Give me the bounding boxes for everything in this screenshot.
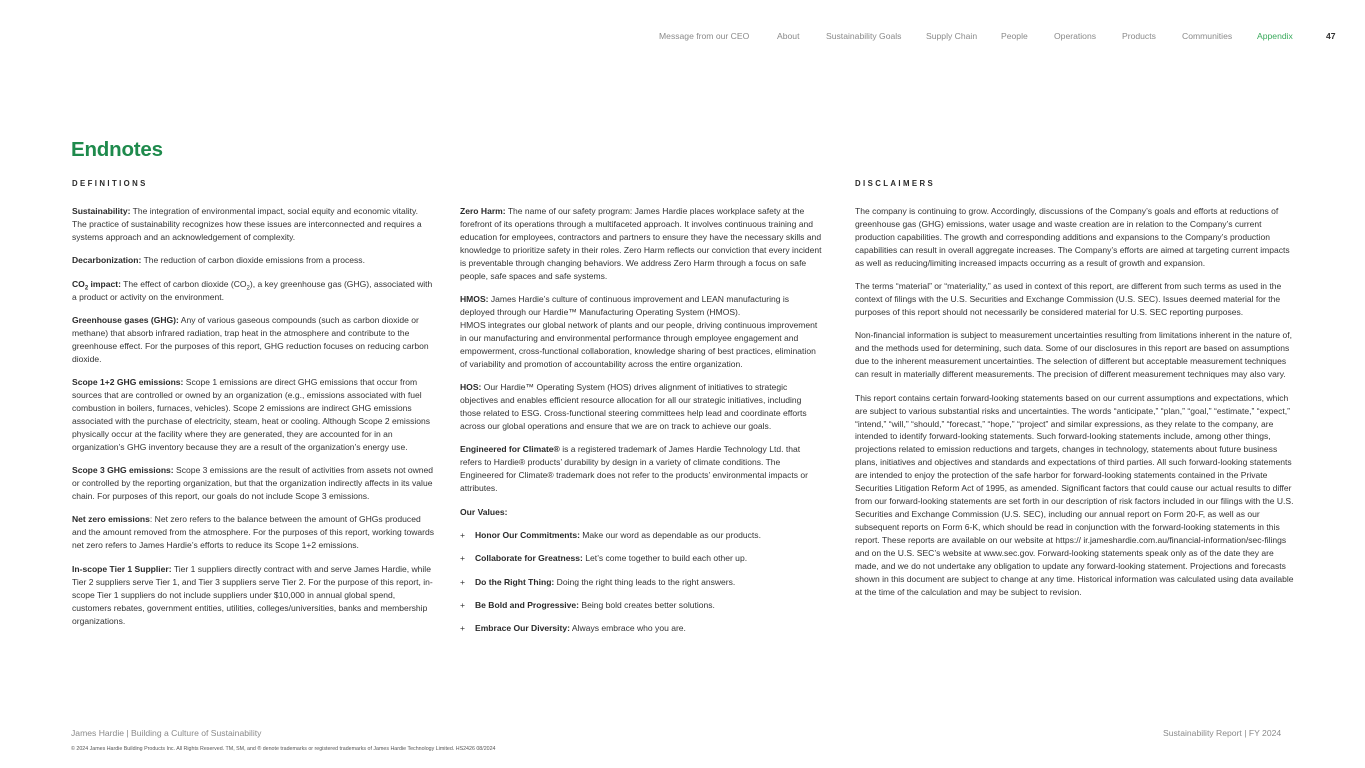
values-list [460,529,822,635]
our-values-heading: Our Values: [460,506,508,517]
list-item: + Do the Right Thing: Doing the right thing leads to the right answers. [460,576,736,587]
definition-hos: HOS: Our Hardie™ Operating System (HOS) drives alignment of initiatives to strategic objectives and enables efficient resource allocation for all our strategic initiatives, including those related to ESG. Cross-functional steering committees help lead and coordinate efforts across our global operations and ensure that we are on track to achieve our goals. [460,382,807,432]
list-item: + Honor Our Commitments: Make our word as dependable as our products. [460,529,761,540]
definition-zero-harm: Zero Harm: The name of our safety program: James Hardie places workplace safety at the forefront of its operations through a multifaceted approach. It involves continuous training and education for employees, contractors and partners to ensure they have the necessary skills and knowledge to prioritize safety in their roles. Zero Harm reflects our conviction that every incident is preventable through changing behaviors. We address Zero Harm through a focus on safe people, safe spaces and safe systems. [460,206,822,281]
disclaimers-column [855,205,1295,609]
list-item: + Be Bold and Progressive: Being bold creates better solutions. [460,600,715,610]
definition-scope-3: Scope 3 GHG emissions: Scope 3 emissions are the result of activities from assets not owned or controlled by the reporting organization, but that the organization indirectly affects in its value chain. For purposes of this report, our goals do not include Scope 3 emissions. [72,465,434,502]
nav-link-sustainability-goals[interactable]: Sustainability Goals [826,31,902,41]
definition-tier-1-supplier: In-scope Tier 1 Supplier: Tier 1 suppliers directly contract with and serve James Hardie, while Tier 2 suppliers serve Tier 1, and Tier 3 suppliers serve Tier 2. For the purpose of this report, in-scope Tier 1 suppliers do not include suppliers under $10,000 in annual global spend, customers rebates, government entities, utilities, colleges/universities, banks and membership organizations. [72,563,433,626]
page-number: 47 [1326,31,1336,41]
nav-link-people[interactable]: People [1001,31,1028,41]
definition-decarbonization: Decarbonization: The reduction of carbon dioxide emissions from a process. [72,255,365,266]
nav-link-products[interactable]: Products [1122,31,1156,41]
nav-link-about[interactable]: About [777,31,800,41]
nav-link-supply-chain[interactable]: Supply Chain [926,31,978,41]
definition-engineered-for-climate: Engineered for Climate® is a registered trademark of James Hardie Technology Ltd. that refers to Hardie® products’ durability by design in a variety of climate conditions. The Engineered for Climate® trademark does not refer to the products’ environmental impacts or attributes. [460,444,809,494]
plus-icon: + [460,553,465,564]
nav-link-operations[interactable]: Operations [1054,31,1097,41]
list-item: + Embrace Our Diversity: Always embrace who you are. [460,623,686,634]
top-navigation [0,31,1365,43]
disclaimer-paragraph: This report contains certain forward-looking statements based on our current assumptions and expectations, which are subject to various substantial risks and uncertainties. The words “anticipate,” “plan,” “goal,” “estimate,” “expect,” “intend,” “will,” “should,” “forecast,” “hope,” “project” and similar expressions, as they relate to the company, are intended to identify forward-looking statements. Such forward-looking statements include, among other things, projections related to emission reductions and targets, changes in technology, statements about future business plans, initiatives and objectives and standards and expectations of third parties. All such forward-looking statements are intended to enjoy the protection of the safe harbor for forward-looking statements contained in the Private Securities Litigation Reform Act of 1995, as amended. Significant factors that could cause our actual results to differ from our forward-looking statements are set forth in our description of risk factors included in our filings with the U.S. Securities and Exchange Commission (U.S. SEC), including our annual report on Form 20-F, as well as our subsequent reports on Form 6-K, which should be read in conjunction with the forward-looking statements in this report. These reports are available on our website at https:// ir.jameshardie.com.au/financial-information/sec-filings and on the U.S. SEC’s website at www.sec.gov. Forward-looking statements speak only as of the date they are made, and we do not undertake any obligation to update any forward-looking statement. Projections and forecasts shown in this document are subject to change at any time. Historical information was calculated using data available at the time of the calculation and may be subject to revision. [855,392,1294,597]
disclaimer-paragraph: The terms “material” or “materiality,” as used in context of this report, are different from such terms as used in the context of filings with the U.S. Securities and Exchange Commission (U.S. SEC). Issues deemed material for the purposes of this report should not necessarily be considered material for U.S. SEC reporting purposes. [855,281,1282,318]
disclaimer-paragraph: The company is continuing to grow. Accordingly, discussions of the Company’s goals and efforts at reductions of greenhouse gas (GHG) emissions, water usage and waste creation are in relation to the Company’s current production capabilities. The growth and corresponding additions and expansions to the Company’s production capabilities can result in overall aggregate increases. The Company’s efforts are aimed at targeting current impacts as well as reducing/limiting increased impacts occurring as a result of growth and expansion. [855,206,1290,268]
disclaimer-paragraph: Non-financial information is subject to measurement uncertainties resulting from limitations inherent in the nature of, and the methods used for determining, such data. Some of our disclosures in this report are based on assumptions due to the inherent measurement uncertainties. The selection of different but acceptable measurement techniques can result in materially different measurements. The precision of different measurement techniques may also vary. [855,330,1293,380]
plus-icon: + [460,529,465,540]
plus-icon: + [460,576,465,587]
nav-link-appendix[interactable]: Appendix [1257,31,1293,41]
definition-scope-1-2: Scope 1+2 GHG emissions: Scope 1 emissions are direct GHG emissions that occur from sources that are controlled or owned by an organization (e.g., emissions associated with fuel combustion in boilers, furnaces, vehicles). Scope 2 emissions are indirect GHG emissions associated with the purchase of electricity, steam, heat or cooling. Although Scope 2 emissions physically occur at the facility where they are generated, they are accounted for in an organization’s GHG inventory because they are a result of the organization’s energy use. [72,377,431,452]
plus-icon: + [460,600,465,610]
list-item: + Collaborate for Greatness: Let’s come together to build each other up. [460,553,748,564]
nav-link-ceo-message[interactable]: Message from our CEO [659,31,750,41]
definition-hmos: HMOS: James Hardie’s culture of continuous improvement and LEAN manufacturing is deployed through our Hardie™ Manufacturing Operating System (HMOS). HMOS integrates our global network of plants and our people, driving continuous improvement in our manufacturing and environmental performance through employee engagement and empowerment, cross-functional collaboration, knowledge sharing of best practices, elimination of variability and promotion of accountability across the entire organization. [460,294,818,369]
footer-left: James Hardie | Building a Culture of Sustainability [71,728,262,738]
nav-link-communities[interactable]: Communities [1182,31,1233,41]
definition-ghg: Greenhouse gases (GHG): Any of various gaseous compounds (such as carbon dioxide or methane) that absorb infrared radiation, trap heat in the atmosphere and contribute to the greenhouse effect. For the purposes of this report, GHG reduction focuses on reducing carbon dioxide. [72,314,429,364]
definition-co2-impact: $CO_2$ impact: The effect of carbon dioxide $(CO_2)$, a key greenhouse gas (GHG), associated with a product or activity on the environment. [72,278,433,302]
definitions-column-2 [460,205,822,646]
definitions-heading: DEFINITIONS [72,179,148,188]
disclaimers-heading: DISCLAIMERS [855,179,936,188]
page-title: Endnotes [71,138,163,161]
definition-sustainability: Sustainability: The integration of environmental impact, social equity and economic vitality. The practice of sustainability recognizes how these issues are interconnected and requires a systems approach and an acknowledgement of complexity. [72,206,422,242]
copyright-notice: © 2024 James Hardie Building Products Inc. All Rights Reserved. TM, SM, and ® denote trademarks or registered trademarks of James Hardie Technology Limited. HS2426 08/2024 [71,746,496,752]
plus-icon: + [460,623,465,634]
definitions-column [72,205,434,638]
footer-right: Sustainability Report | FY 2024 [1163,728,1282,738]
definition-net-zero: Net zero emissions: Net zero refers to the balance between the amount of GHGs produced and the amount removed from the atmosphere. For the purposes of this report, working towards net zero refers to James Hardie’s efforts to reduce its Scope 1+2 emissions. [72,514,434,551]
